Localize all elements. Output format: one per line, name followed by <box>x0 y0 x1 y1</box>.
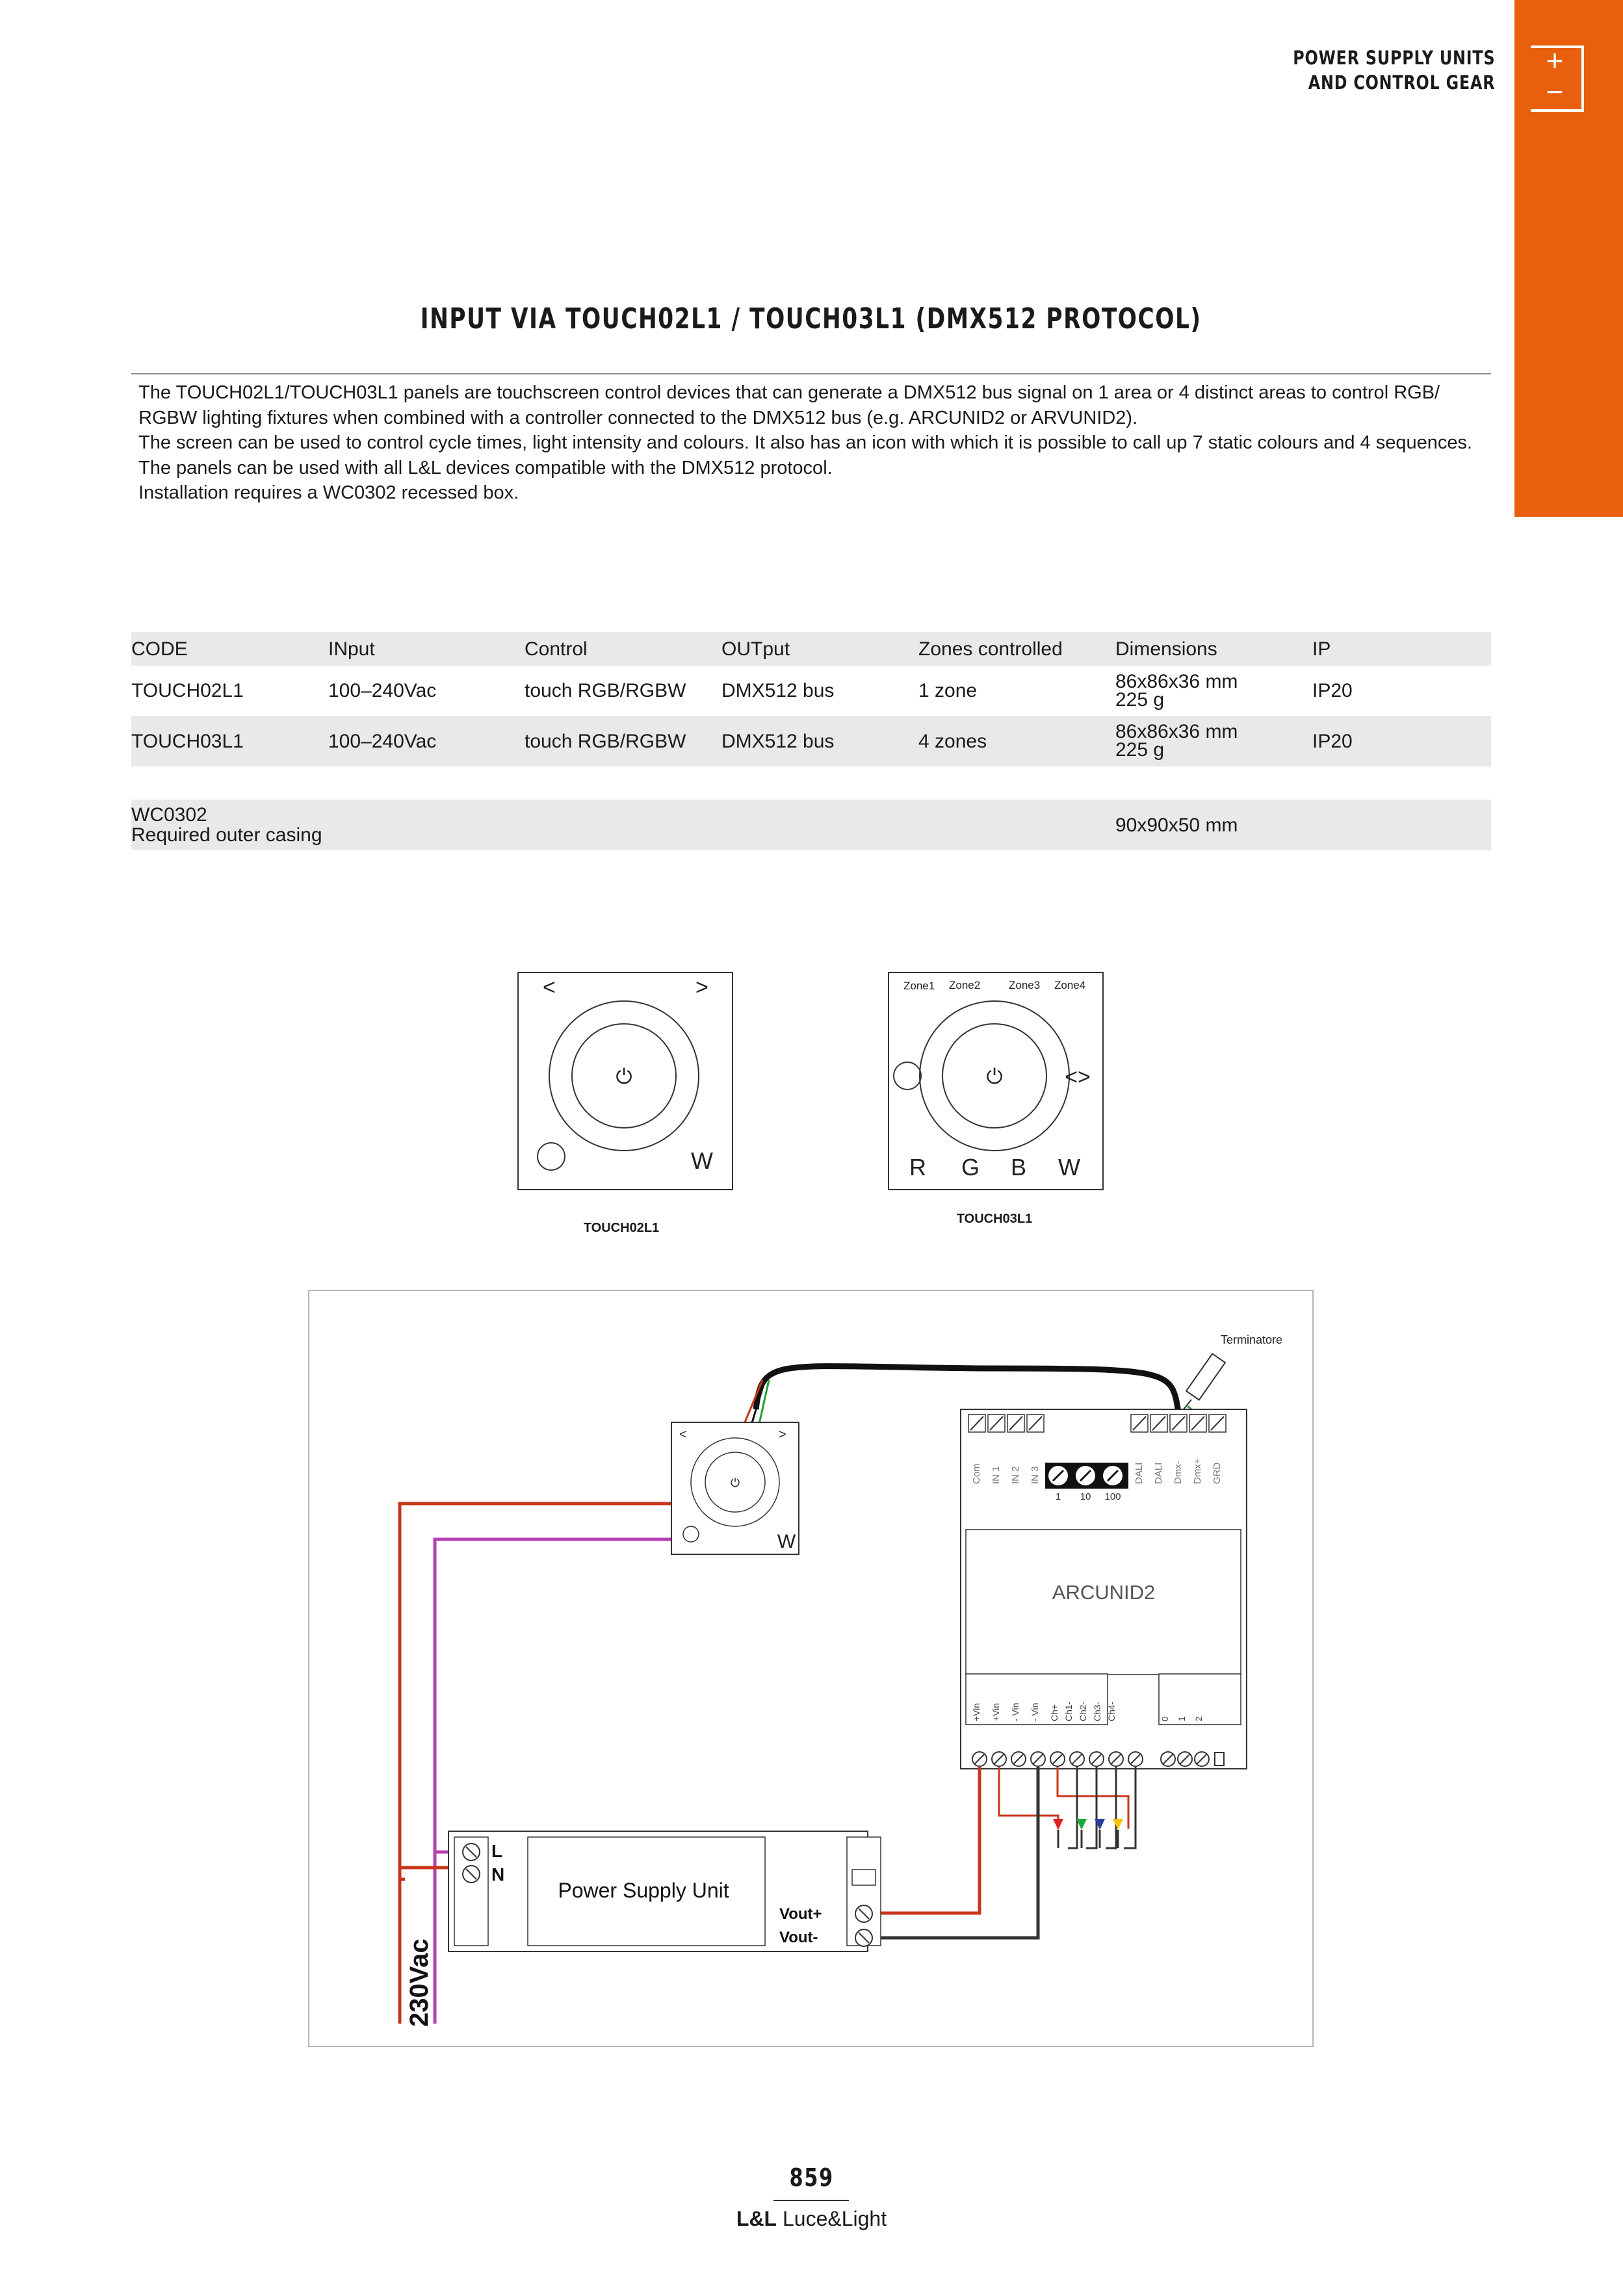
wiring-touch-panel <box>671 1422 799 1554</box>
w-label: W <box>691 1147 713 1174</box>
section-title: INPUT VIA TOUCH02L1 / TOUCH03L1 (DMX512 PROTOCOL) <box>420 302 1202 335</box>
svg-text:IN 1: IN 1 <box>991 1466 1002 1484</box>
plus-icon: + <box>1546 44 1564 77</box>
svg-text:>: > <box>779 1428 786 1442</box>
zone-arrows-icon: <> <box>1065 1065 1091 1089</box>
svg-text:Ch4-: Ch4- <box>1106 1701 1117 1721</box>
svg-text:Ch3-: Ch3- <box>1092 1701 1102 1721</box>
power-supply-unit <box>448 1831 881 1951</box>
svg-text:10: 10 <box>1080 1491 1091 1502</box>
svg-text:2: 2 <box>1193 1716 1204 1721</box>
touch03l1-caption: TOUCH03L1 <box>956 1212 1033 1226</box>
controller-name: ARCUNID2 <box>1052 1581 1156 1604</box>
touch03l1-panel-drawing <box>884 969 1105 1196</box>
zone1-label: Zone1 <box>903 980 935 992</box>
svg-text:L: L <box>491 1841 503 1861</box>
svg-text:GRD: GRD <box>1212 1462 1223 1484</box>
page-number: 859 <box>789 2163 834 2192</box>
channel-r-label: R <box>909 1154 926 1181</box>
touch02l1-panel-drawing <box>513 969 734 1196</box>
brand-logo: L&L Luce&Light <box>736 2207 887 2230</box>
table-row: TOUCH02L1 100–240Vac touch RGB/RGBW DMX512 bus 1 zone 86x86x36 mm 225 g IP20 <box>131 670 1353 711</box>
svg-text:Vout-: Vout- <box>779 1929 818 1946</box>
touch02l1-caption: TOUCH02L1 <box>583 1221 660 1235</box>
svg-text:⏻: ⏻ <box>730 1476 740 1489</box>
psu-label: Power Supply Unit <box>558 1879 729 1902</box>
channel-b-label: B <box>1010 1154 1027 1181</box>
svg-text:Ch1-: Ch1- <box>1063 1701 1074 1721</box>
power-icon: ⏻ <box>616 1065 632 1088</box>
svg-text:- Vin: - Vin <box>1010 1702 1020 1721</box>
minus-icon: − <box>1546 75 1564 109</box>
svg-text:Com: Com <box>971 1463 982 1484</box>
footer-divider <box>773 2200 849 2201</box>
svg-text:+Vin: +Vin <box>991 1702 1001 1721</box>
svg-text:0: 0 <box>1160 1716 1170 1721</box>
header-zones: Zones controlled <box>918 638 1063 660</box>
svg-text:+Vin: +Vin <box>971 1702 981 1721</box>
svg-text:- Vin: - Vin <box>1030 1702 1040 1721</box>
svg-text:1: 1 <box>1055 1491 1061 1502</box>
svg-text:Dmx+: Dmx+ <box>1192 1458 1203 1484</box>
svg-text:IN 3: IN 3 <box>1030 1466 1041 1484</box>
table-row: TOUCH03L1 100–240Vac touch RGB/RGBW DMX512 bus 4 zones 86x86x36 mm 225 g IP20 <box>131 716 1491 766</box>
svg-text:IN 2: IN 2 <box>1010 1466 1021 1484</box>
svg-text:DALI: DALI <box>1134 1462 1145 1484</box>
wiring-diagram <box>307 1289 1315 2050</box>
svg-text:<: < <box>679 1428 687 1442</box>
category-title: POWER SUPPLY UNITS AND CONTROL GEAR <box>1292 47 1495 94</box>
svg-text:Ch+: Ch+ <box>1049 1704 1059 1721</box>
svg-text:Dmx-: Dmx- <box>1173 1461 1184 1484</box>
svg-text:N: N <box>491 1864 505 1885</box>
svg-text:DALI: DALI <box>1153 1462 1164 1484</box>
svg-text:100: 100 <box>1104 1491 1121 1502</box>
description: The TOUCH02L1/TOUCH03L1 panels are touchscreen control devices that can generate a DMX512 bus signal on 1 area or 4 distinct areas to control RGB/ RGBW lighting fixtures when combined with a controller connected to the DMX512 bus (e.g. ARCUNID2 or ARVUNID2). The screen can be used to control cycle times, light intensity and colours. It also has an icon with which it is possible to call up 7 static colours and 4 sequences. The panels can be used with all L&L devices compatible with the DMX512 protocol. Installation requires a WC0302 recessed box. <box>138 382 1473 503</box>
header-control: Control <box>525 638 588 660</box>
next-arrow-icon: > <box>695 975 708 1000</box>
svg-text:1: 1 <box>1176 1716 1187 1721</box>
channel-g-label: G <box>961 1154 980 1181</box>
arcunid2-controller <box>961 1409 1247 1769</box>
divider <box>131 373 1491 374</box>
header-ip: IP <box>1312 638 1331 660</box>
zone4-label: Zone4 <box>1054 979 1086 991</box>
zone3-label: Zone3 <box>1009 979 1041 991</box>
terminator-label: Terminatore <box>1221 1333 1283 1346</box>
mains-voltage-label: 230Vac <box>405 1938 434 2027</box>
accessory-row: WC0302 Required outer casing 90x90x50 mm <box>131 800 1491 850</box>
header-output: OUTput <box>721 638 790 660</box>
header-code: CODE <box>131 638 188 660</box>
header-input: INput <box>328 638 375 660</box>
address-rotary-switches <box>1045 1463 1128 1502</box>
svg-text:Vout+: Vout+ <box>779 1905 822 1923</box>
table-header-row <box>131 632 1491 666</box>
zone2-label: Zone2 <box>949 979 981 991</box>
header-dimensions: Dimensions <box>1115 638 1217 660</box>
power-icon: ⏻ <box>986 1065 1003 1088</box>
prev-arrow-icon: < <box>543 975 556 1000</box>
channel-w-label: W <box>1058 1154 1080 1181</box>
svg-text:Ch2-: Ch2- <box>1078 1701 1088 1721</box>
svg-text:W: W <box>777 1531 796 1552</box>
